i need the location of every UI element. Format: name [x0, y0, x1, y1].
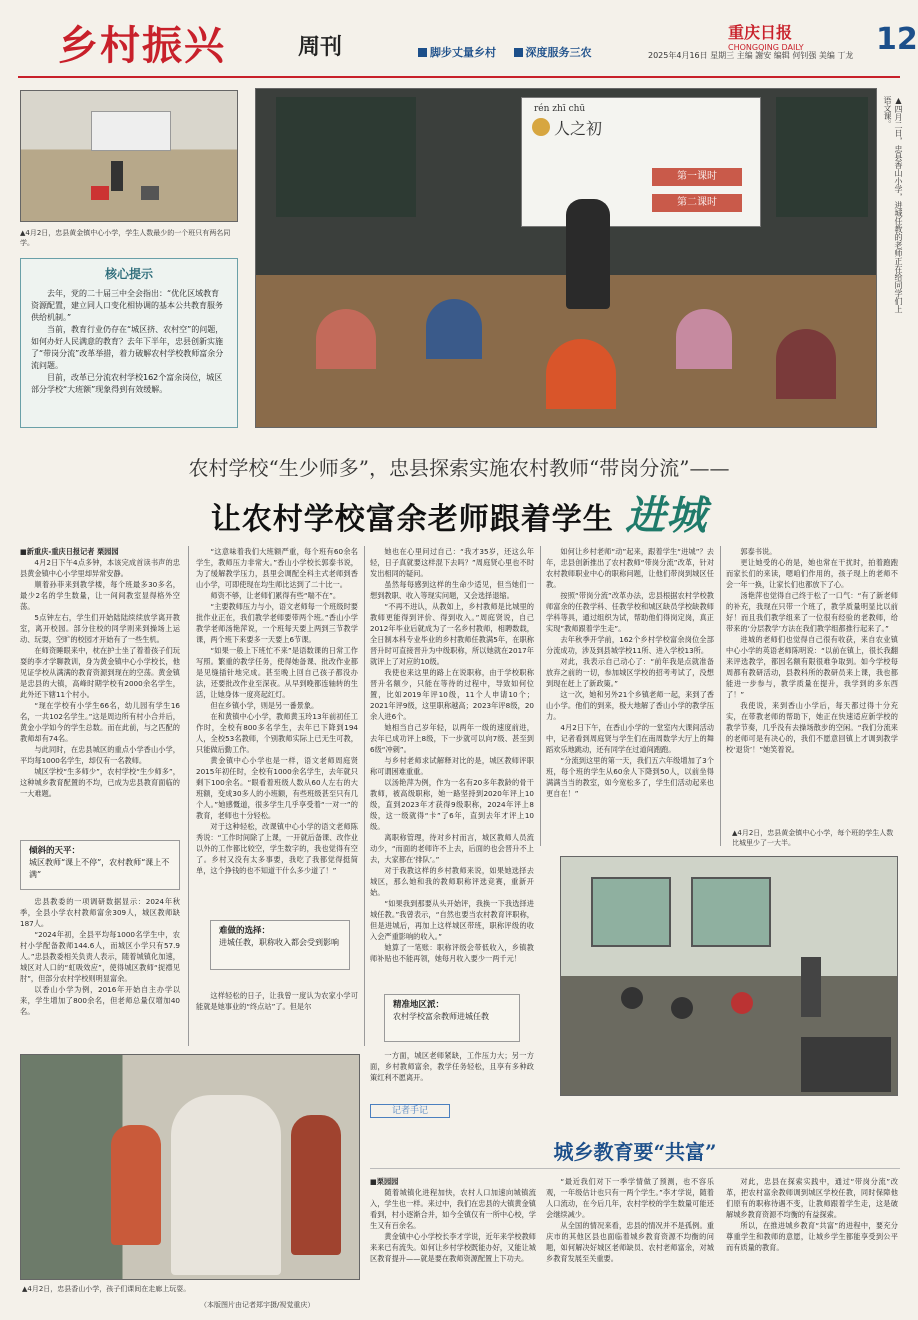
paragraph: 离职称管理，待对乡村而言，城区教师人员流动少，“而面的老师许不上去，后面的也会晋升不上去，大家都在‘排队’。”: [370, 833, 534, 864]
blackboard-left: [276, 97, 416, 217]
paragraph: 汤艳萍也觉得自己终于松了一口气：“有了新老师的补充，我现在只带一个班了，教学质量明显比以前好！而且我们教学组来了一位很有经验的老教师，给带来的‘分层教学’方法在我们教学组都推行起来了。”: [726, 591, 898, 633]
page-number: 12: [876, 22, 918, 57]
section-tags: [418, 44, 606, 60]
paragraph: 4月2日下午，在香山小学的一堂室内大课间活动中，记者看到周庭贤与学生们在南周数学大厅上的舞蹈欢乐地跳动，还有同学在过道间跑跑。: [546, 723, 714, 754]
article-column-1: [20, 546, 180, 836]
paragraph: 进城的老师们也觉得自己很有收获，来自农业镇中心小学的英语老师陈明说：“以前在镇上，很长我翻来评选教学，都因名额有限很难争取到。如今学校每周都有教研活动，县教科所的教研员来上课，我也都能进一步参与，教学质量在提升，我学到的多东西了！”: [726, 635, 898, 699]
keybox-para: 目前，改革已分流农村学校162个富余岗位，城区部分学校“大班额”现象得到有效缓解。: [31, 373, 223, 394]
student-figure: [291, 1115, 341, 1255]
article-column-3: [370, 546, 534, 986]
paragraph: 更让她受的心的是，她也常在干扰时，拍着跑跑而家长们的来读，嗯咱们作用的，孩子现上的老师不会一年一换，让家长们也都放下了心。: [726, 558, 898, 589]
paragraph: 顺着孙菲来到教学楼，每个班最多30多名，最少2名的学生数量，让一间间教室显得格外空荡。: [20, 580, 180, 611]
paragraph: “如果我到那要从头开始评，我换一下我选择进城任教。”我曾表示，“自然也要当农村教育评职称，但是进城后，再加上这样城区带班，职称评级的收入会严重影响的收入。”: [370, 899, 534, 941]
byline: ■新重庆-重庆日报记者 栗园园: [20, 547, 119, 556]
brand-english: CHONGQING DAILY: [728, 43, 804, 52]
paragraph: 以香山小学为例，2016年开始自主办学以来，学生增加了800余名，但老师总量仅增加40名。: [20, 985, 180, 1016]
paragraph: “这意味着我们大班额严重，每个班有60余名学生，教师压力非常大。”香山小学校长郭泰书说，为了缓解教学压力，县里会调配全科主式老师到香山小学，可即使现在均生师比达到了二十比一。: [196, 547, 358, 589]
note-column-1: [370, 1176, 536, 1306]
article-column-2b: [196, 990, 358, 1034]
column-divider: [364, 546, 365, 1046]
headline: [0, 484, 918, 541]
paragraph: 对此，我表示自己动心了：“前年我是点就准备放弃之前的一切，参加城区学校的招考考试了，没想到现在赶上了新政策。”: [546, 657, 714, 688]
photo-corridor-play: [20, 1054, 360, 1280]
subhead-text: 农村学校富余教师进城任教: [393, 1012, 489, 1021]
article-column-5: [726, 546, 898, 846]
paragraph: 黄金镇中心小学校长李才学说，近年来学校教师来来已有流失。如何让乡村学校既能办好，又能让城区教育提升——就是要在教师资源配置上下功夫。: [370, 1232, 536, 1263]
paragraph: 我使也来这里的路上在说职称，由于学校职称晋升名额少，只能在等待的过程中，导致如何位置，比如2019年评10级，11个人申请10个；2021年评9级，这里职称越高；2023年评8级，20余人进6个。: [370, 668, 534, 721]
paragraph: 但在乡镇小学，则是另一番景象。: [210, 701, 319, 710]
square-icon: [514, 48, 523, 57]
student-figure: [426, 299, 482, 359]
student-figure: [91, 186, 109, 200]
paragraph: 虽然每每感到这样的生命少适见，但当她们一想到教职、收入等现实问题，又会选择退缩。: [370, 580, 534, 600]
paragraph: “2024年初，全县平均每1000名学生中，农村小学配备教师144.6人，而城区小学只有57.9人。”忠县教委相关负责人表示，随着城镇化加速，城区对人口的“虹吸效应”，使得城区教师“捉襟见肘”，但部分农村学校则明显富余。: [20, 930, 180, 983]
masthead: [18, 14, 918, 74]
student-figure: [671, 997, 693, 1019]
paragraph: 我使说，来到香山小学后，每天都过得十分充实，在带教老师的帮助下，她正在快速适应新学校的教学节奏，几乎没有去操场散步的空闲。“我们分流来的老师可是有决心的，我们不愿意回镇上才调到教学校‘退货’！”她笑着说。: [726, 701, 898, 754]
paragraph: 去年秋季开学前，162个乡村学校富余岗位全部分流成功，涉及到县城学校11所、进入学校13所。: [546, 635, 714, 655]
photo-caption: ▲4月2日，忠县黄金镇中心小学，学生人数最少的一个班只有两名同学。: [20, 229, 231, 247]
paragraph: 城区学校“生多师少”，农村学校“生少师多”，这种城乡教育配置的不均，已成为忠县教育面临的一大难题。: [20, 767, 180, 798]
tag-item: 脚步丈量乡村: [418, 46, 496, 59]
subhead-box-1: [20, 840, 180, 890]
paragraph: 师资不够，让老师们累得有些“喘不在”。: [210, 591, 341, 600]
reporter-note-tag: 记者手记: [370, 1104, 450, 1118]
photo-caption: ▲4月2日，忠县香山小学，孩子们课间在走廊上玩耍。: [22, 1285, 191, 1293]
window: [691, 877, 771, 947]
paragraph: 她相当自己岁年轻，以两年一级的速度前进，去年已成功评上8级，下一步就可以向7级、甚至到6级“冲刺”。: [370, 723, 534, 754]
subhead-title: 难做的选择：: [219, 926, 271, 936]
note-rule: [370, 1168, 900, 1169]
paragraph: 黄金镇中心小学也是一样，语文老师周庭贤2015年初任时，全校有1000余名学生，去年就只剩下100余名。“眼看着班级人数从60人左右的大班额，变成30多人的小班额，有些班级甚至只有几个人。”她感慨道，很多学生几乎享受着“一对一”的教育，老师也十分轻松。: [196, 756, 358, 820]
photo-credit: （本版图片由记者郑宇摄/视觉重庆）: [200, 1301, 315, 1309]
paragraph: 按照“带岗分流”改革办法，忠县根据农村学校教师富余的任教学科、任教学校和城区缺员学校缺教师学科等具，通过组织为试，帮助他们得岗定岗，真正实现”教师跟着学生走”。: [546, 591, 714, 633]
section-title: 乡村振兴: [58, 22, 226, 69]
paragraph: 这一次，她和另外21个乡镇老师一起，来到了香山小学。他们的到来，极大地解了香山小学的教学压力。: [546, 690, 714, 721]
paragraph: “最近我们对下一季学情做了预测，也不容乐观，一年级估计也只有一两个学生。”李才学说，随着人口流动，在今后几年，农村学校的学生数量可能还会继续减少。: [546, 1177, 714, 1219]
keybox-title: 核心提示: [104, 267, 153, 281]
photo-small-class: [20, 90, 238, 222]
paragraph: 4月2日下午4点多钟，本该完成首读书声的忠县黄金镇中心小学里却异常安静。: [20, 558, 180, 578]
paragraph: 从全国的情况来看，忠县的情况并不是孤例。重庆市的其他区县也面临着城乡教育资源不均衡的问题，如何解决好城区老师缺员、农村老师富余，对城乡教育发展至关重要。: [546, 1221, 714, 1263]
note-column-2: [546, 1176, 714, 1306]
tag-item: 深度服务三农: [514, 46, 592, 59]
article-column-2: [196, 546, 358, 912]
lesson-title: 人之初: [554, 119, 603, 138]
newspaper-brand: 重庆日报 CHONGQING DAILY: [728, 23, 804, 52]
student-figure: [676, 309, 732, 369]
paragraph: “如果一般上下班忙不来”是语数课的日常工作写照。繁重的教学任务，使得她备课、批改作业都是见缝插针地完成。甚至晚上回自己孩子都没办法，还要批改作业至深夜。从早到晚都连轴转的生活，让她身体一度亮起红灯。: [196, 646, 358, 699]
article-column-4: [546, 546, 714, 846]
headline-main: 让农村学校富余老师跟着学生: [210, 502, 614, 537]
paragraph: “不再不进认，从教如上，乡村教师是比城里的教师更能得到评价、得到收入。”周庭贤说，自己2012年毕业后就成为了一名乡村教师，相聘数载，全日制本科专业毕业的乡村教师任教满5年，在职称晋升时可直接晋升为中级职称，所以她就在2017年就评上了对应的10级。: [370, 602, 534, 666]
reporter-note-title: 城乡教育要“共富”: [553, 1140, 717, 1164]
student-figure: [776, 329, 836, 399]
bookshelf: [801, 1037, 891, 1092]
paragraph: 她算了一笔账：职称评级会带低收入，乡镇教师补贴也不能再领，她每月收入要少一两千元！: [370, 943, 534, 963]
lesson-second: 第二课时: [652, 194, 742, 212]
note-byline: ■栗园园: [370, 1177, 399, 1186]
weekly-label: 周刊: [298, 34, 343, 60]
column-divider: [540, 546, 541, 846]
projection-screen: [521, 97, 761, 227]
blackboard-right: [776, 97, 868, 217]
paragraph: 郭泰书说。: [740, 547, 777, 556]
paragraph: 忠县教委的一项调研数据显示：2024年秋季，全县小学农村教师富余309人，城区教师缺187人。: [20, 897, 180, 928]
subhead-text: 城区教师“课上不停”，农村教师“课上不满”: [29, 858, 170, 879]
pinyin-text: rén zhī chū: [534, 104, 586, 114]
lesson-first: 第一课时: [652, 168, 742, 186]
paragraph: 对于这种轻松，改课镇中心小学的语文老师陈秀说：“工作时间除了上课，一开就后备课、改作业以外的工作都比较空，学生数字的，我也觉得有空了。乡村又没有太多事要，我吃了我都觉得挺简单，这个挣钱的也不知道干什么多少道了！”: [196, 822, 358, 875]
subhead-box-2: [210, 920, 350, 970]
paragraph: 一方面，城区老师紧缺，工作压力大；另一方面，乡村教师富余，教学任务轻松，且享有多种政策红利不愿离开。: [370, 1051, 534, 1082]
subhead-title: 倾斜的天平：: [29, 846, 81, 856]
paragraph: 在和黄镇中心小学，教师黄玉玲13年前初任工作时，全校有800多名学生，去年已下降到194人，全校53名教师，个别教师实际上已无生可教，只能做后勤工作。: [196, 712, 358, 754]
paragraph: 与此同时，在忠县城区的重点小学香山小学，平均每1000名学生，却仅有一名教师。: [20, 745, 180, 765]
teacher-figure: [801, 957, 821, 1017]
subhead-title: 精准地区派：: [393, 1000, 445, 1010]
paragraph: 所以，在推进城乡教育“共富”的进程中，要充分尊重学生和教师的意愿，让城乡学生都能享受到公平而有质量的教育。: [726, 1221, 898, 1252]
column-divider: [720, 546, 721, 846]
lesson-badge: [532, 118, 550, 136]
photo-main-classroom: [255, 88, 877, 428]
paragraph: “主要教师压力与小，语文老师每一个班级时要批作业正在，我们教学老师要带两个班。”香山小学教学老师汤艳萍说，一个班每天要上两到三节教学课，两个班下来要多一天要上6节课。: [196, 602, 358, 644]
keybox-para: 当前，教育行业仍存在“城区挤、农村空”的问题，如何办好人民满意的教育？去年下半年，忠县创新实施了“带岗分流”改革举措，着力破解农村学校教师富余分流问题。: [31, 325, 224, 370]
student-figure: [316, 309, 376, 369]
paragraph: 与乡村老师求试解释对比的是，城区教师评职称可谓困难重重。: [370, 756, 534, 776]
paragraph: 如何让乡村老师“动”起来，跟着学生“进城”？去年，忠县创新推出了农村教师“带岗分流”改革，针对农村教师职业中心的职称问题，让他们带岗到城区任教。: [546, 547, 714, 589]
paragraph: 这样轻松的日子，让我曾一度认为农家小学可能就是她事业的“终点站”了。但是尔: [196, 991, 358, 1011]
keybox-para: 去年，党的二十届三中全会指出：“优化区域教育资源配置，建立同人口变化相协调的基本公共教育服务供给机制。”: [31, 289, 223, 322]
subhead-text: 进城任教，职称收入都会受到影响: [219, 938, 339, 947]
student-figure: [141, 186, 159, 200]
student-figure: [731, 992, 753, 1014]
paragraph: 在师资睡眼来中，枕在护士坐了着着孩子们玩耍的李才学聊教训，身为黄金镇中心小学校长，他见证学校从满满的教育资源到现在的空荡。黄金镇是忠县的大镇，高峰时期学校有2000余名学生，此外还下辖11个村小。: [20, 646, 180, 699]
paragraph: “分流到这里的第一天，我们五六年级增加了3个班，每个班的学生从60余人下降到50人，以前坐得满满当当的教室，如今宽松多了，学生们活动起来也更自在！”: [546, 756, 714, 798]
column-divider: [188, 546, 189, 1046]
masthead-rule: [18, 76, 900, 78]
photo-rural-classroom: [560, 856, 898, 1096]
paragraph: 她也在心里问过自己：“我才35岁，还这么年轻，日子真就要这样混下去吗？”周庭贤心里也不时发出相同的疑问。: [370, 547, 534, 578]
paragraph: 以汤艳萍为例，作为一名有20多年教龄的骨干教师，被高级职称，她一路坚持到2020年评上10级，直到2023年才获得9级职称，2024年评上8级，这一级就得“卡”了6年，直到去年才评上10级。: [370, 778, 534, 831]
photo-caption: ▲4月2日，忠县黄金镇中心小学，每个班的学生人数比城里少了一大半。: [732, 829, 894, 847]
student-figure: [111, 1125, 161, 1245]
headline-emphasis: 进城: [625, 492, 708, 539]
article-column-1b: [20, 896, 180, 1046]
date-line: 2025年4月16日 星期三 主编 謝安 编辑 何钊强 美编 丁龙: [648, 51, 854, 60]
key-points-box: [20, 258, 238, 428]
square-icon: [418, 48, 427, 57]
student-figure: [621, 987, 643, 1009]
window: [591, 877, 671, 947]
student-figure: [171, 1095, 281, 1275]
paragraph: 随着城镇化进程加快，农村人口加速向城镇流入，学生也一样。来过中，我们在忠县的大镇黄金镇看到，村小逐渐合并，如今全镇仅有一所中心校，学生又有百余名。: [370, 1188, 536, 1230]
article-column-3b: [370, 1050, 534, 1094]
student-figure: [546, 339, 616, 409]
paragraph: “现在学校有小学生66名，幼儿园有学生16名，一共102名学生。”这是周边所有村小合并后，黄金小学如今的学生总数。而在此前，与之匹配的教师却有74名。: [20, 701, 180, 743]
headline-kicker: 农村学校“生少师多”，忠县探索实施农村教师“带岗分流”——: [188, 456, 730, 480]
paragraph: 5点钟左右，学生们开始陆陆续续放学离开教室，离开校园。部分住校的同学则来到操场上运动、玩耍，空旷的校园才开始有了一些生机。: [20, 613, 180, 644]
whiteboard: [91, 111, 171, 151]
subhead-box-3: [384, 994, 520, 1042]
teacher-figure: [111, 161, 123, 191]
teacher-figure: [566, 199, 610, 309]
paragraph: 对于我教这样的乡村教师来说，如果她选择去城区，那么她和我的教师职称评选竞赛，重新开始。: [370, 866, 534, 897]
note-column-3: [726, 1176, 898, 1306]
paragraph: 对此，忠县在探索实践中，通过“带岗分流”改革，把农村富余教师调到城区学校任教，同时保障他们原有的职称待遇不变，让教师跟着学生走，这是破解城乡教育资源不均衡的有益探索。: [726, 1177, 898, 1219]
main-photo-caption: ▲四月二日，忠县香山小学，进城任教的老师正在给同学们上语文课。: [883, 96, 903, 313]
